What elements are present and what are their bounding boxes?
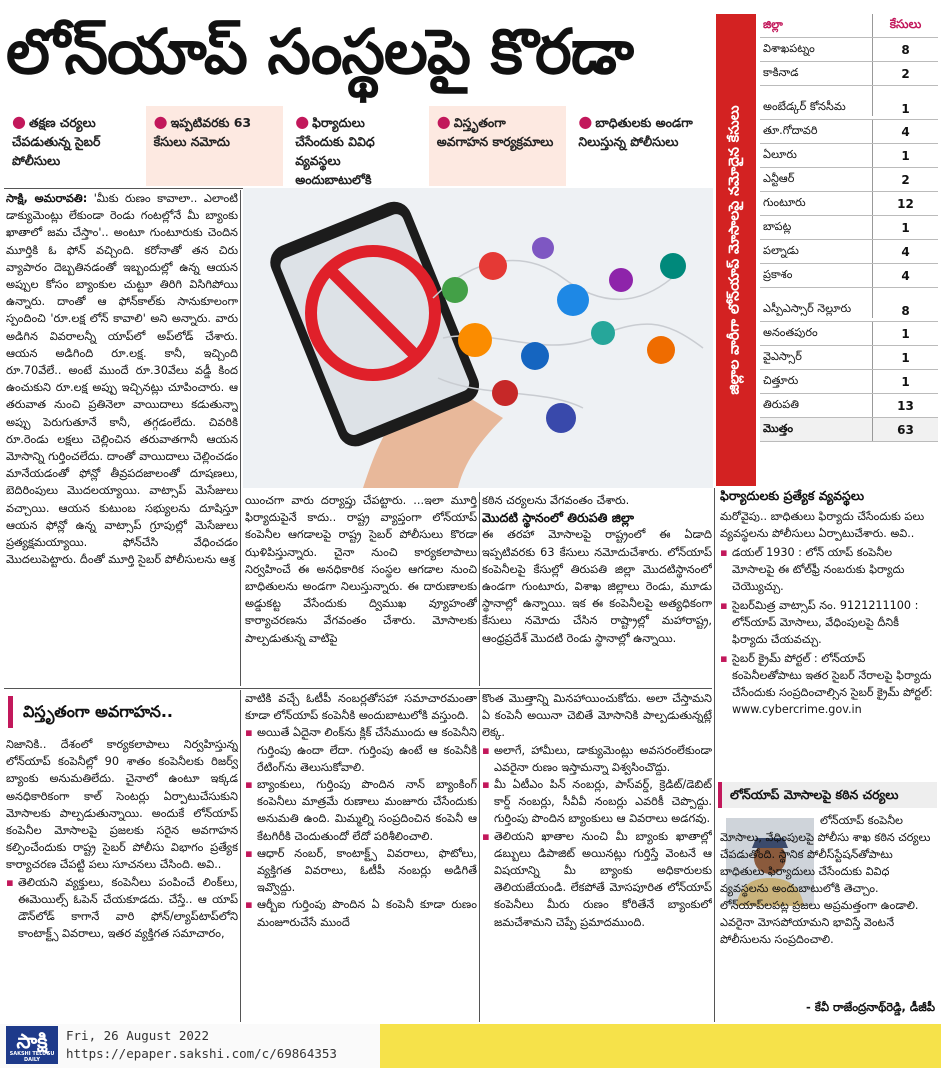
table-row bbox=[760, 86, 938, 120]
divider bbox=[240, 690, 241, 1022]
dgp-quote-heading: లోన్‌యాప్ మోసాలపై కఠిన చర్యలు bbox=[718, 782, 937, 808]
complaint-systems-heading: ఫిర్యాదులకు ప్రత్యేక వ్యవస్థలు bbox=[720, 488, 865, 503]
awareness-col2-list bbox=[245, 724, 477, 930]
list-item: ▪ బ్యాంకులు, గుర్తింపు పొందిన నాన్ బ్యాంకింగ్ కంపెనీలు మాత్రమే రుణాలు మంజూరు చేసేందుకు అనుమతి ఉంది. మిమ్మల్ని సంప్రదించిన కంపెనీ ఆ కేటగిరీకి చెందుతుందో లేదో పరిశీలించాలి. bbox=[245, 776, 477, 845]
table-row bbox=[760, 192, 938, 216]
table-row bbox=[760, 62, 938, 86]
case-count: 13 bbox=[897, 398, 914, 413]
table-row bbox=[760, 168, 938, 192]
illustration-phone-ban bbox=[243, 188, 713, 488]
case-count: 1 bbox=[901, 326, 910, 341]
district-cases-title bbox=[716, 14, 756, 486]
awareness-col1-list bbox=[6, 874, 238, 943]
logo-subtext: SAKSHI TELUGU DAILY bbox=[9, 1051, 55, 1063]
lead-body: 'మీకు రుణం కావాలా.. ఎలాంటి డాక్యుమెంట్లు లేకుండా రెండు గంటల్లోనే మీ బ్యాంకు ఖాతాలో జమ చేస్తాం'.. అంటూ గుంటూరుకు చెందిన మూర్తికి ఓ ఫోన్ వచ్చింది. కరోనాతో తన చిరు వ్యాపారం దెబ్బతినడంతో ఇబ్బందుల్లో ఉన్న ఆయన అప్పుల కోసం బ్యాంకుల చుట్టూ తిరిగి విసిగిపోయి ఉన్నారు. దాంతో ఆ ఫోన్‌కాల్‌కు సానుకూలంగా స్పందించి 'రూ.లక్ష లోన్ కావాలి' అని అన్నారు. వారు అడిగిన వివరాలన్నీ యాప్‌లో అప్‌లోడ్ చేశారు. ఆయన అడిగింది రూ.లక్ష. కానీ, ఇచ్చింది రూ.70వేలే.. అంటే ముందే రూ.30వేలు వడ్డీ కింద ఉంచుకుని రూ.లక్ష అప్పు ఇచ్చినట్లు చూపించారు. ఆ తరువాత నుంచి ప్రతినెలా వాయిదాలు కడుతున్నా అప్పు పెరుగుతూనే కానీ, తగ్గడంలేదు. చివరికి రూ.రెండు లక్షలు చెల్లించిన తరువాతగానీ ఆయన మోసాన్ని గుర్తించలేదు. దాంతో వాయిదాలు చెల్లించడం మానేయడంతో ఫోన్లో తీవ్రపదజాలంతో దూషణలు, బెదిరింపులు మొదలయ్యాయి. వాట్సాప్ మెసేజులు వచ్చాయి. ఆయన కుటుంబ సభ్యులను దూషిస్తూ ఆయన ఫోన్లో ఉన్న వాట్సాప్ గ్రూపుల్లో మెసేజులు ప్రత్యక్షమయ్యాయి. ఫోన్‌చేసి వేధించడం మొదలుపెట్టారు. దీంతో మూర్తి సైబర్ పోలీసులను ఆశ్ర bbox=[6, 192, 238, 567]
subheading-tirupati: మొదటి స్థానంలో తిరుపతి జిల్లా bbox=[482, 510, 634, 526]
divider bbox=[240, 190, 241, 686]
bullet-dot-icon: ● bbox=[12, 112, 26, 131]
bullet-item bbox=[146, 106, 284, 186]
district-cases-table bbox=[760, 14, 938, 472]
case-count: 1 bbox=[901, 148, 910, 163]
dateline: సాక్షి, అమరావతి: bbox=[6, 192, 88, 205]
bullet-dot-icon: ● bbox=[578, 112, 593, 131]
bullet-item bbox=[4, 106, 142, 186]
header-cases: కేసులు bbox=[889, 17, 922, 31]
case-count: 4 bbox=[901, 268, 910, 283]
lead-story-col2: యించగా వారు దర్యాప్తు చేపట్టారు. ...ఇలా మూర్తి ఫిర్యాదుపైనే కాదు.. రాష్ట్ర వ్యాప్తంగా లోన్‌యాప్ కంపెనీల ఆగడాలపై రాష్ట్ర సైబర్ పోలీసులు కొరడా ఝళిపిస్తున్నారు. చైనా నుంచి కార్యకలాపాలు నిర్వహించే ఈ అనధికారిక సంస్థల ఆగడాల నుంచి బాధితులను అండగా నిలుస్తున్నారు. ఈ దారుణాలకు అడ్డుకట్ట వేసేందుకు ద్విముఖ వ్యూహంతో కార్యాచరణను వేగవంతం చేశారు. మోసాలకు పాల్పడుతున్న వాటిపై bbox=[245, 494, 477, 645]
district-name: తూ.గోదావరి bbox=[760, 120, 873, 143]
district-name: తిరుపతి bbox=[760, 394, 873, 417]
list-item: ▪ ఆర్బీఐ గుర్తింపు పొందిన ఏ కంపెనీ కూడా రుణం మంజూరుచేసే ముందే bbox=[245, 896, 477, 930]
awareness-col1-body: నిజానికి.. దేశంలో కార్యకలాపాలు నిర్వహిస్తున్న లోన్‌యాప్ కంపెనీల్లో 90 శాతం కంపెనీలకు రిజర్వ్ బ్యాంకు అనుమతిలేదు. చైనాలో ఉంటూ ఇక్కడ అనధికారికంగా కాల్ సెంటర్లు ఏర్పాటుచేసుకుని మోసాలకు పాల్పడుతున్నాయి. అందుకే లోన్‌యాప్ కంపెనీల మోసాలపై ప్రజలకు సరైన అవగాహన కల్పించేందుకు రాష్ట్ర సైబర్ పోలీసు విభాగం ప్రత్యేక కార్యాచరణ చేపట్టి పలు సూచనలు చేసింది. అవి.. bbox=[6, 738, 238, 872]
bullet-text: ఫిర్యాదులు చేసేందుకు వివిధ వ్యవస్థలు అందుబాటులోకి bbox=[295, 115, 375, 187]
district-name: అంబేడ్కర్ కోనసీమ bbox=[760, 86, 873, 116]
table-header bbox=[760, 14, 938, 38]
epaper-url[interactable]: https://epaper.sakshi.com/c/69864353 bbox=[66, 1046, 337, 1061]
case-count: 4 bbox=[901, 124, 910, 139]
divider bbox=[479, 492, 480, 686]
divider bbox=[479, 690, 480, 1022]
list-item: ▪ అయితే ఏదైనా లింక్‌ను క్లిక్ చేసేముందు ఆ కంపెనీని గుర్తింపు ఉందా లేదా. గుర్తింపు ఉంటే ఆ కంపెనీకి రేటింగ్‌ను తెలుసుకోవాలి. bbox=[245, 724, 477, 776]
list-item: ▪ సైబర్‌మిత్ర వాట్సాప్ నం. 9121211100 : లోన్‌యాప్ మోసాలు, వేధింపులపై దీనికీ ఫిర్యాదు చేయవచ్చు. bbox=[720, 597, 935, 648]
list-item: ▪ ఆధార్ నంబర్, కాంటాక్ట్స్ వివరాలు, ఫొటోలు, వ్యక్తిగత వివరాలు, ఓటీపీ నంబర్లు అడిగితే ఇవ్వొద్దు. bbox=[245, 845, 477, 897]
district-name: ఏలూరు bbox=[760, 144, 873, 167]
case-count: 2 bbox=[901, 66, 910, 81]
bullet-dot-icon: ● bbox=[436, 112, 451, 131]
table-row bbox=[760, 120, 938, 144]
logo-text: సాక్షి bbox=[16, 1029, 48, 1053]
district-name: కాకినాడ bbox=[760, 62, 873, 85]
awareness-col3-list bbox=[482, 742, 712, 931]
district-name: ప్రకాశం bbox=[760, 264, 873, 287]
table-row bbox=[760, 144, 938, 168]
district-name: పల్నాడు bbox=[760, 240, 873, 263]
footer-highlight-strip bbox=[380, 1024, 941, 1068]
bullet-text: విస్తృతంగా అవగాహన కార్యక్రమాలు bbox=[436, 115, 554, 149]
table-total-row bbox=[760, 418, 938, 442]
district-name: వైఎస్సార్ bbox=[760, 346, 873, 369]
table-row bbox=[760, 370, 938, 394]
case-count: 4 bbox=[901, 244, 910, 259]
bullet-dot-icon: ● bbox=[295, 112, 310, 131]
district-name: ఎన్టీఆర్ bbox=[760, 168, 873, 191]
case-count: 12 bbox=[897, 196, 914, 211]
bullet-dot-icon: ● bbox=[153, 112, 168, 131]
subhead-bullets bbox=[0, 106, 712, 186]
awareness-col1 bbox=[6, 736, 238, 1022]
divider bbox=[4, 688, 712, 689]
edition-date: Fri, 26 August 2022 bbox=[66, 1028, 209, 1043]
dgp-quote-body: లోన్‌యాప్ కంపెనీల మోసాలు, వేధింపులపై పోలీసు శాఖ కఠిన చర్యలు చేపడుతోంది. స్థానిక పోలీస్‌స్టేషన్‌తోపాటు బాధితులు ఫిర్యాదులు చేసేందుకు వివిధ వ్యవస్థలను అందుబాటులోకి తెచ్చాం. లోన్‌యాప్‌లపట్ల ప్రజలు అప్రమత్తంగా ఉండాలి. ఎవరైనా మోసపోయామని భావిస్తే వెంటనే పోలీసులను సంప్రదించాలి. bbox=[720, 814, 931, 946]
district-name: ఎస్పీఎస్సార్ నెల్లూరు bbox=[760, 288, 873, 318]
bullet-text: బాధితులకు అండగా నిలుస్తున్న పోలీసులు bbox=[578, 115, 693, 149]
table-row bbox=[760, 264, 938, 288]
headline: లోన్‌యాప్ సంస్థలపై కొరడా bbox=[6, 15, 633, 88]
case-count: 1 bbox=[901, 102, 910, 116]
table-row bbox=[760, 240, 938, 264]
complaint-systems-box bbox=[720, 508, 935, 778]
lead-col3-pre: కఠిన చర్యలను వేగవంతం చేశారు. bbox=[482, 494, 630, 507]
lead-col3-body: ఈ తరహా మోసాలపై రాష్ట్రంలో ఈ ఏడాది ఇప్పటివరకు 63 కేసులు నమోదుచేశారు. లోన్‌యాప్ కంపెనీలపై కేసుల్లో తిరుపతి జిల్లా మొదటిస్థానంలో ఉండగా గుంటూరు, విశాఖ జిల్లాలు రెండు, మూడు స్థానాల్లో ఉన్నాయి. ఇక ఈ కంపెనీలపై అత్యధికంగా కేసులు నమోదు చేసిన రాష్ట్రాల్లో మహారాష్ట్ర, ఆంధ్రప్రదేశ్ మొదటి రెండు స్థానాల్లో ఉన్నాయి. bbox=[482, 528, 712, 645]
complaint-systems-intro: మరోవైపు.. బాధితులు ఫిర్యాదు చేసేందుకు పలు వ్యవస్థలను పోలీసులు ఏర్పాటుచేశారు. అవి.. bbox=[720, 510, 925, 540]
awareness-col2 bbox=[245, 690, 477, 1022]
table-row bbox=[760, 216, 938, 240]
case-count: 1 bbox=[901, 350, 910, 365]
bullet-item bbox=[287, 106, 425, 186]
table-row bbox=[760, 288, 938, 322]
complaint-systems-list bbox=[720, 544, 935, 718]
case-count: 8 bbox=[901, 304, 910, 318]
awareness-col3-pre: కొంత మొత్తాన్ని మినహాయించుకోదు. అలా చేస్తామని ఏ కంపెనీ అయినా చెబితే మోసానికి పాల్పడుతున్నట్లే లెక్క. bbox=[482, 692, 712, 740]
list-item: ▪ డయల్ 1930 : లోన్ యాప్ కంపెనీల మోసాలపై ఈ టోల్‌ఫ్రీ నంబరుకు ఫిర్యాదు చెయ్యొచ్చు. bbox=[720, 544, 935, 595]
divider bbox=[714, 488, 715, 1022]
lead-story-col1 bbox=[6, 190, 238, 684]
list-item: ▪ అలాగే, హామీలు, డాక్యుమెంట్లు అవసరంలేకుండా ఎవరైనా రుణం ఇస్తామన్నా విశ్వసించొద్దు. bbox=[482, 742, 712, 776]
district-name: చిత్తూరు bbox=[760, 370, 873, 393]
awareness-heading: విస్తృతంగా అవగాహన.. bbox=[8, 696, 234, 728]
case-count: 1 bbox=[901, 374, 910, 389]
phone-ban-illustration bbox=[243, 188, 713, 488]
table-row bbox=[760, 346, 938, 370]
bullet-text: ఇప్పటివరకు 63 కేసులు నమోదు bbox=[153, 115, 252, 149]
district-name: అనంతపురం bbox=[760, 322, 873, 345]
total-label: మొత్తం bbox=[760, 418, 873, 441]
awareness-col2-pre: వాటికి వచ్చే ఓటీపీ నంబర్లతోసహా సమాచారమంతా కూడా లోన్‌యాప్ కంపెనీకి అందుబాటులోకి వస్తుంది. bbox=[245, 692, 477, 723]
list-item: ▪ తెలియని వ్యక్తులు, కంపెనీలు పంపించే లింక్‌లు, ఈమెయిల్స్ ఓపెన్ చేయకూడదు. చేస్తే.. ఆ యాప్ డౌన్‌లోడ్ కాగానే వారి ఫోన్/ల్యాప్‌టాప్‌లోని కాంటాక్ట్స్ వివరాలు, ఇతర వ్యక్తిగత సమాచారం, bbox=[6, 874, 238, 943]
total-count: 63 bbox=[897, 422, 914, 437]
table-row bbox=[760, 394, 938, 418]
district-name: విశాఖపట్నం bbox=[760, 38, 873, 61]
dgp-signature: - కేవీ రాజేంద్రనాథ్‌రెడ్డి, డీజీపీ bbox=[806, 1000, 935, 1014]
awareness-col3 bbox=[482, 690, 712, 1022]
district-cases-title-text: జిల్లాల వారీగా లోన్‌యాప్ మోసాలపై నమోదైన కేసులు bbox=[726, 105, 743, 395]
case-count: 8 bbox=[901, 42, 910, 57]
bullet-item bbox=[429, 106, 567, 186]
list-item: ▪ మీ ఏటీఎం పిన్ నంబర్లు, పాస్‌వర్డ్, క్రెడిట్/డెబిట్ కార్డ్ నంబర్లు, సీవీవీ నంబర్లు ఎవరికీ చెప్పొద్దు. గుర్తింపు పొందిన బ్యాంకులు ఆ వివరాలు అడగవు. bbox=[482, 776, 712, 828]
district-name: గుంటూరు bbox=[760, 192, 873, 215]
list-item: ▪ సైబర్ క్రైమ్ పోర్టల్ : లోన్‌యాప్ కంపెనీలతోపాటు ఇతర సైబర్ నేరాలపై ఫిర్యాదు చేసేందుకు సంప్రదించాల్సిన సైబర్ క్రైమ్ పోర్టల్: www.cybercrime.gov.in bbox=[720, 650, 935, 718]
table-row bbox=[760, 38, 938, 62]
bullet-item bbox=[570, 106, 708, 186]
case-count: 2 bbox=[901, 172, 910, 187]
district-name: బాపట్ల bbox=[760, 216, 873, 239]
sakshi-logo bbox=[6, 1026, 58, 1064]
header-district: జిల్లా bbox=[760, 14, 873, 37]
footer bbox=[0, 1024, 941, 1068]
case-count: 1 bbox=[901, 220, 910, 235]
lead-story-col3 bbox=[482, 492, 712, 684]
list-item: ▪ తెలియని ఖాతాల నుంచి మీ బ్యాంకు ఖాతాల్లో డబ్బులు డిపాజిట్ అయినట్లు గుర్తిస్తే వెంటనే ఆ విషయాన్ని మీ బ్యాంకు అధికారులకు తెలియజేయండి. లేకపోతే మోసపూరిత లోన్‌యాప్ కంపెనీలు మీరు రుణం కోరితేనే బ్యాంకులో జమచేశామని చెప్పే ప్రమాదముంది. bbox=[482, 828, 712, 931]
bullet-text: తక్షణ చర్యలు చేపడుతున్న సైబర్ పోలీసులు bbox=[12, 115, 101, 168]
table-row bbox=[760, 322, 938, 346]
